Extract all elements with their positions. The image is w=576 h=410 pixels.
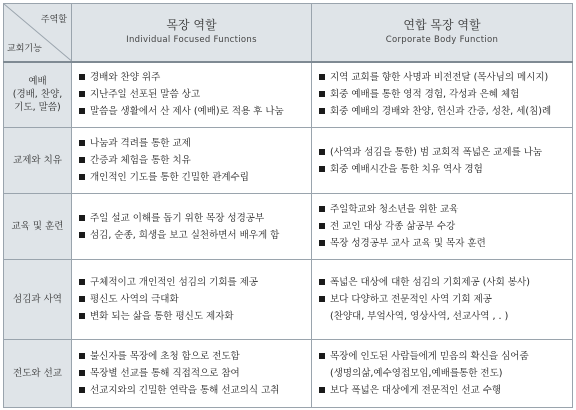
function-line: 예배 — [28, 76, 47, 88]
individual-cell — [72, 340, 312, 408]
corporate-list — [318, 348, 568, 399]
table-row — [4, 62, 573, 128]
corner-top-label: 주역할 — [40, 15, 67, 25]
corporate-header — [312, 4, 573, 62]
function-cell — [4, 128, 72, 194]
function-line: 전도와 선교 — [13, 368, 62, 379]
corporate-list — [318, 69, 568, 120]
list-item: 목장에 인도된 사람들에게 믿음의 확신을 심어줌 — [318, 348, 568, 365]
function-cell — [4, 62, 72, 128]
table-body — [4, 62, 573, 408]
list-item: 간증과 체험을 통한 치유 — [78, 152, 307, 169]
list-item: 구체적이고 개인적인 섬김의 기회를 제공 — [78, 274, 307, 291]
function-cell — [4, 340, 72, 408]
corporate-header-en: Corporate Body Function — [385, 35, 499, 46]
list-item: 말씀을 생활에서 산 제사 (예배)로 적용 후 나눔 — [78, 103, 307, 120]
individual-header-ko: 목장 역할 — [166, 18, 217, 33]
list-item: 목장별 선교를 통해 직접적으로 참여 — [78, 365, 307, 382]
individual-list — [78, 210, 307, 244]
corporate-list — [318, 144, 568, 178]
individual-cell — [72, 260, 312, 340]
list-item: 경배와 찬양 위주 — [78, 69, 307, 86]
corporate-cell — [312, 194, 573, 260]
list-item: 폭넓은 대상에 대한 섬김의 기회제공 (사회 봉사) — [318, 274, 568, 291]
table-row — [4, 340, 573, 408]
list-item: 지역 교회를 향한 사명과 비전전달 (목사님의 메시지) — [318, 69, 568, 86]
corner-header — [4, 4, 72, 62]
list-item: 주일학교와 청소년을 위한 교육 — [318, 201, 568, 218]
list-item-continuation: (생명의삶,예수영접모임,예배를통한 전도) — [330, 368, 503, 379]
list-item: (사역과 섬김을 통한) 범 교회적 폭넓은 교제를 나눔 — [318, 144, 568, 161]
list-item: 섬김, 순종, 희생을 보고 실천하면서 배우게 함 — [78, 227, 307, 244]
corporate-cell — [312, 340, 573, 408]
corporate-list — [318, 201, 568, 252]
corporate-cell — [312, 260, 573, 340]
list-item: 불신자를 목장에 초청 함으로 전도함 — [78, 348, 307, 365]
corporate-cell — [312, 62, 573, 128]
corporate-list — [318, 274, 568, 325]
list-item: 전 교인 대상 각종 삶공부 수강 — [318, 218, 568, 235]
list-item: 지난주일 선포된 말씀 상고 — [78, 86, 307, 103]
table-row — [4, 194, 573, 260]
list-item-continuation: (찬양대, 부엌사역, 영상사역, 선교사역 , . ) — [330, 311, 509, 322]
list-item: 회중 예배시간을 통한 치유 역사 경험 — [318, 161, 568, 178]
function-line: 교제와 치유 — [13, 155, 62, 166]
individual-list — [78, 274, 307, 325]
individual-cell — [72, 194, 312, 260]
individual-header — [72, 4, 312, 62]
list-item: 보다 다양하고 전문적인 사역 기회 제공 — [318, 291, 568, 308]
list-item: 나눔과 격려를 통한 교제 — [78, 135, 307, 152]
function-line: 교육 및 훈련 — [11, 221, 64, 232]
individual-header-en: Individual Focused Functions — [126, 35, 257, 46]
list-item: 변화 되는 삶을 통한 평신도 제자화 — [78, 308, 307, 325]
corner-bottom-label: 교회기능 — [7, 43, 42, 54]
list-item: 개인적인 기도를 통한 긴밀한 관계수립 — [78, 169, 307, 186]
table-row — [4, 260, 573, 340]
role-table — [3, 3, 573, 408]
individual-cell — [72, 62, 312, 128]
header-row — [4, 4, 573, 62]
function-line: 기도, 말씀) — [14, 102, 61, 114]
list-item: 보다 폭넓은 대상에게 전문적인 선교 수행 — [318, 382, 568, 399]
individual-list — [78, 69, 307, 120]
function-cell — [4, 260, 72, 340]
list-item: 회중 예배를 통한 영적 경험, 각성과 은혜 체험 — [318, 86, 568, 103]
list-item: 회중 예배의 경배와 찬양, 헌신과 간증, 성찬, 세(침)례 — [318, 103, 568, 120]
list-item: 선교지와의 긴밀한 연락을 통해 선교의식 고취 — [78, 382, 307, 399]
function-line: 섬김과 사역 — [13, 294, 62, 305]
list-item: 주일 설교 이해를 돕기 위한 목장 성경공부 — [78, 210, 307, 227]
individual-list — [78, 135, 307, 186]
corporate-cell — [312, 128, 573, 194]
individual-cell — [72, 128, 312, 194]
table-row — [4, 128, 573, 194]
function-line: (경배, 찬양, — [12, 89, 63, 101]
list-item: 평신도 사역의 극대화 — [78, 291, 307, 308]
individual-list — [78, 348, 307, 399]
corporate-header-ko: 연합 목장 역할 — [403, 18, 481, 33]
role-table-container — [3, 3, 572, 407]
list-item: 목장 성경공부 교사 교육 및 목자 훈련 — [318, 235, 568, 252]
function-cell — [4, 194, 72, 260]
